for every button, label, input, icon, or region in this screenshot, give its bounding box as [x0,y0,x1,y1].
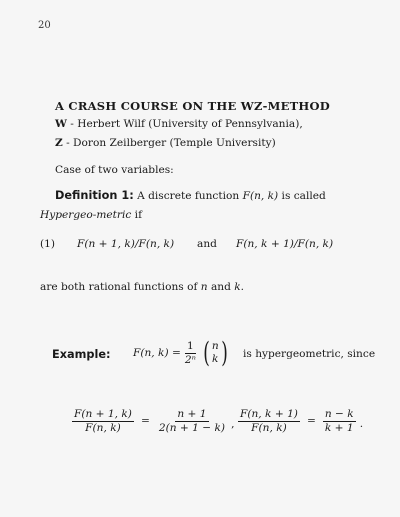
ratio-2-period: . [359,418,364,430]
case-heading: Case of two variables: [55,164,174,176]
example-formula [133,333,230,373]
ratio-equation-1 [70,403,234,439]
document-title: A CRASH COURSE ON THE WZ-METHOD [55,99,331,113]
credit-w-text: - Herbert Wilf (University of Pennsylvania), [66,118,303,130]
binomial-top: n [211,340,219,352]
credit-z-label: Z [55,137,63,149]
rational-text-and: and [207,281,235,293]
definition-head: Definition 1: [55,189,134,202]
rational-var-n: n [200,281,208,293]
example-fraction [183,340,198,367]
example-frac-num: 1 [186,339,194,352]
ratio-2-rhs-num: n − k [324,407,354,420]
ratio-1-equals: = [140,415,150,427]
credit-z-text: - Doron Zeilberger (Temple University) [62,137,276,149]
ratio-2-rhs [323,408,356,435]
equation-1-right: F(n, k + 1)/F(n, k) [236,238,334,250]
definition-paragraph [40,186,370,225]
ratio-1-lhs-den: F(n, k) [85,421,121,434]
rational-text-end: . [240,281,245,293]
ratio-equation-2 [236,403,363,439]
page-number: 20 [38,20,51,31]
ratio-2-equals: = [306,415,316,427]
equation-1-left: F(n + 1, k)/F(n, k) [77,238,175,250]
definition-text-after: if [131,209,142,221]
ratio-2-lhs [238,408,300,435]
ratio-2-lhs-den: F(n, k) [251,421,287,434]
binomial-right-paren: ) [220,336,228,369]
definition-text-before: A discrete function [133,190,243,202]
definition-function: F(n, k) [242,190,279,202]
rational-sentence [40,281,244,293]
credit-w-label: W [55,118,67,130]
ratio-1-rhs [157,408,227,435]
ratio-1-rhs-den: 2(n + 1 − k) [158,421,226,434]
binomial-bottom: k [212,353,219,365]
binomial-stack [212,340,219,366]
definition-text-mid: is called [278,190,326,202]
credit-wilf [55,118,303,130]
credit-zeilberger [55,137,276,149]
ratio-2-rhs-den: k + 1 [324,421,354,434]
ratio-1-rhs-num: n + 1 [177,407,207,420]
equation-tag: (1) [40,238,56,250]
rational-var-k: k [234,281,241,293]
ratio-1-lhs-num: F(n + 1, k) [74,407,132,420]
rational-text-before: are both rational functions of [40,281,201,293]
example-binomial [201,336,230,369]
binomial-left-paren: ( [203,336,210,369]
ratio-1-comma: , [231,418,235,430]
example-tail: is hypergeometric, since [243,348,376,360]
ratio-1-lhs [72,408,134,435]
definition-term: Hypergeo-metric [40,209,132,221]
ratio-2-lhs-num: F(n, k + 1) [240,407,298,420]
example-frac-den: 2ⁿ [184,353,196,366]
equation-1-conjunction: and [197,238,217,250]
example-lhs: F(n, k) = [133,347,181,359]
example-label: Example: [52,348,111,361]
